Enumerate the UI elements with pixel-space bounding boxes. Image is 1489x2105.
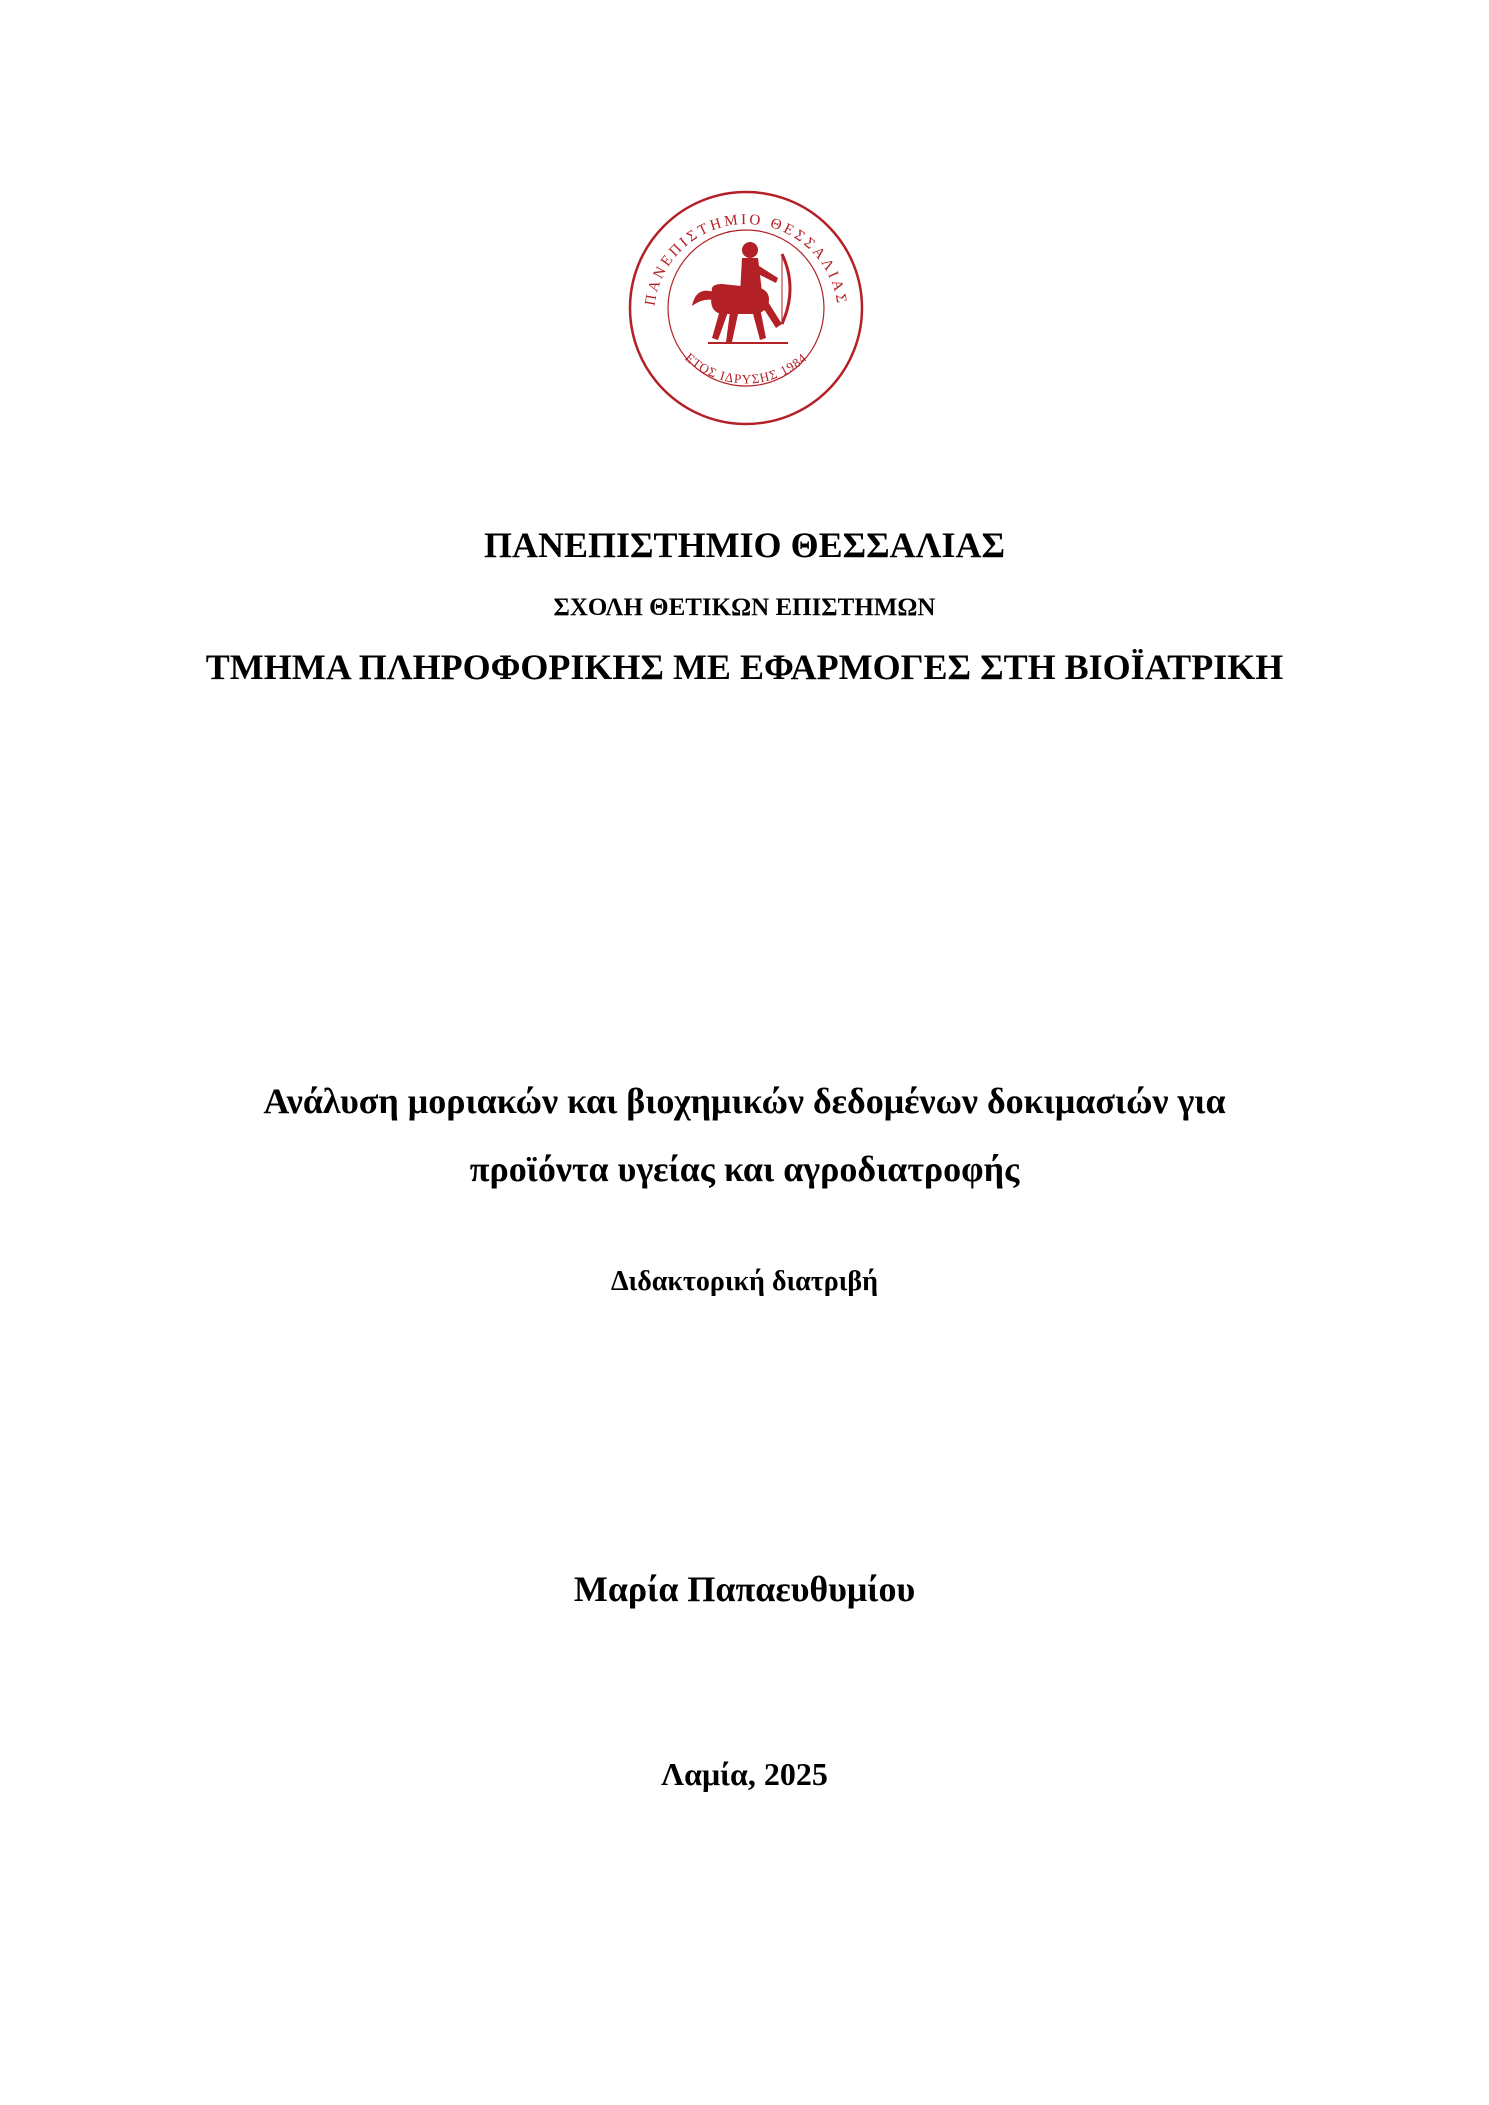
school-name: ΣΧΟΛΗ ΘΕΤΙΚΩΝ ΕΠΙΣΤΗΜΩΝ [553,594,936,621]
place-and-date: Λαμία, 2025 [661,1756,828,1792]
seal-bottom-text: ΕΤΟΣ ΙΔΡΥΣΗΣ 1984 [682,349,810,387]
university-name: ΠΑΝΕΠΙΣΤΗΜΙΟ ΘΕΣΣΑΛΙΑΣ [484,525,1005,565]
department-name: ΤΜΗΜΑ ΠΛΗΡΟΦΟΡΙΚΗΣ ΜΕ ΕΦΑΡΜΟΓΕΣ ΣΤΗ ΒΙΟΪΑΤΡΙΚΗ [205,647,1284,687]
thesis-title-line-2: προϊόντα υγείας και αγροδιατροφής [469,1149,1020,1189]
university-seal-logo [626,188,866,428]
seal-icon [626,188,866,428]
seal-top-text: ΠΑΝΕΠΙΣΤΗΜΙΟ ΘΕΣΣΑΛΙΑΣ [642,211,850,307]
author-name: Μαρία Παπαευθυμίου [573,1569,916,1609]
thesis-type: Διδακτορική διατριβή [610,1266,879,1297]
centaur-icon [692,242,790,344]
thesis-title-line-1: Ανάλυση μοριακών και βιοχημικών δεδομένων δοκιμασιών για [263,1081,1226,1121]
